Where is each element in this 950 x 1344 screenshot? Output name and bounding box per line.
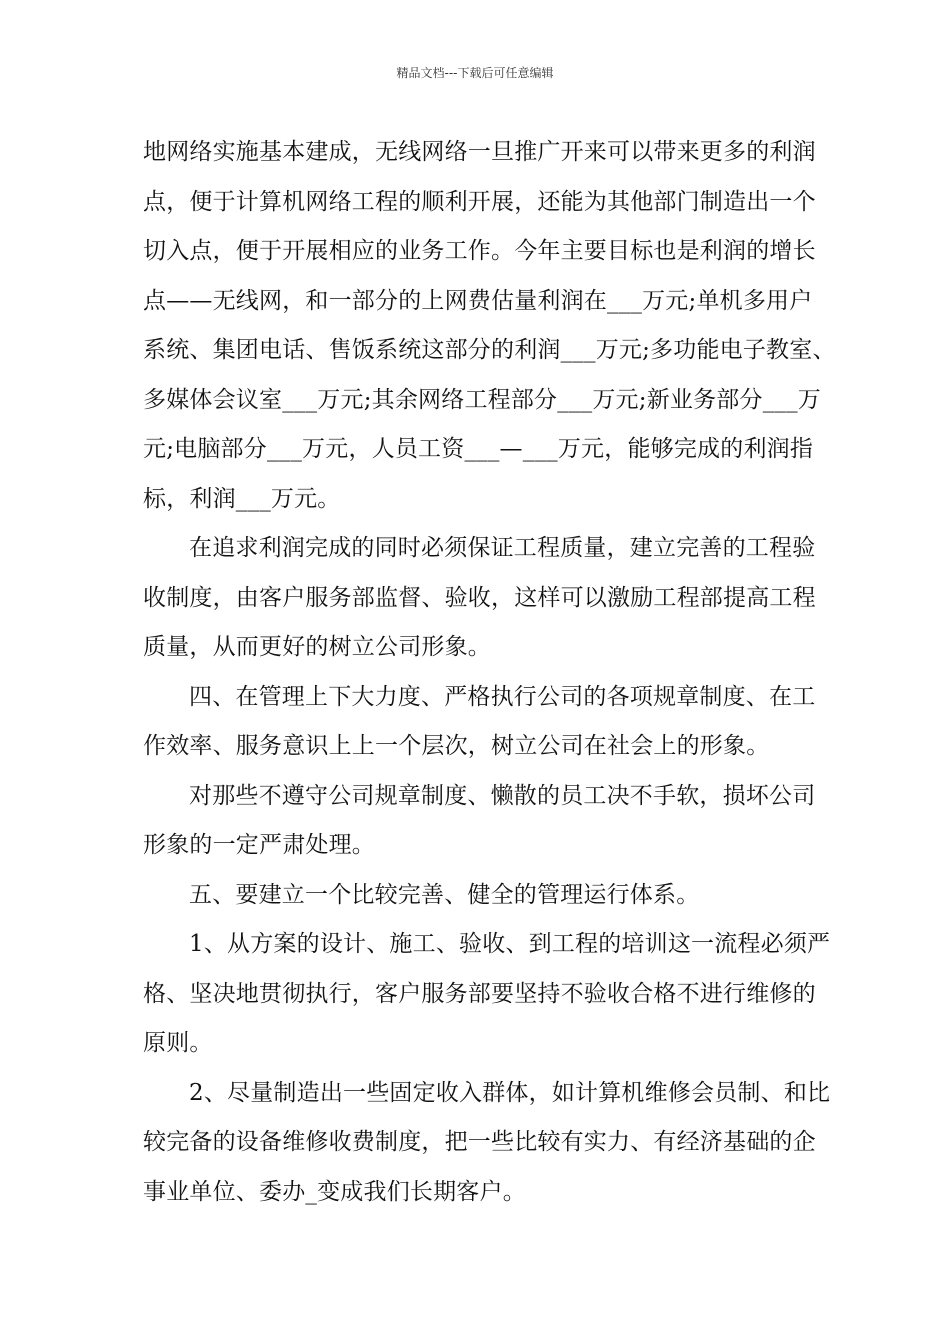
text-line: 形象的一定严肃处理。 bbox=[143, 832, 375, 858]
section-heading-five: 五、要建立一个比较完善、健全的管理运行体系。 bbox=[189, 881, 700, 908]
text-line: 地网络实施基本建成，无线网络一旦推广开来可以带来更多的利润 bbox=[143, 139, 816, 165]
page-header: 精品文档---下载后可任意编辑 bbox=[396, 66, 554, 80]
text-line: 点——无线网，和一部分的上网费估量利润在___万元;单机多用户 bbox=[143, 287, 813, 314]
paragraph-start-line: 在追求利润完成的同时必须保证工程质量，建立完善的工程验 bbox=[189, 535, 816, 561]
text-line: 点，便于计算机网络工程的顺利开展，还能为其他部门制造出一个 bbox=[143, 188, 816, 215]
text-line: 多媒体会议室___万元;其余网络工程部分___万元;新业务部分___万 bbox=[143, 386, 821, 413]
text-line: 原则。 bbox=[143, 1030, 213, 1056]
text-line: 较完备的设备维修收费制度，把一些比较有实力、有经济基础的企 bbox=[143, 1129, 816, 1155]
paragraph-start-line: 对那些不遵守公司规章制度、懒散的员工决不手软，损坏公司 bbox=[189, 782, 816, 809]
text-line: 作效率、服务意识上上一个层次，树立公司在社会上的形象。 bbox=[143, 733, 770, 759]
document-body bbox=[143, 128, 836, 1217]
list-item-2: 2、尽量制造出一些固定收入群体，如计算机维修会员制、和比 bbox=[189, 1079, 831, 1106]
text-line: 系统、集团电话、售饭系统这部分的利润___万元;多功能电子教室、 bbox=[143, 337, 836, 363]
text-line: 格、坚决地贯彻执行，客户服务部要坚持不验收合格不进行维修的 bbox=[143, 980, 816, 1007]
text-line: 事业单位、委办_变成我们长期客户。 bbox=[143, 1178, 526, 1205]
text-line: 收制度，由客户服务部监督、验收，这样可以激励工程部提高工程 bbox=[143, 584, 816, 611]
section-heading-four: 四、在管理上下大力度、严格执行公司的各项规章制度、在工 bbox=[189, 683, 816, 710]
list-item-1: 1、从方案的设计、施工、验收、到工程的培训这一流程必须严 bbox=[189, 931, 831, 957]
text-line: 切入点，便于开展相应的业务工作。今年主要目标也是利润的增长 bbox=[143, 238, 816, 264]
text-line: 元;电脑部分___万元，人员工资___—___万元，能够完成的利润指 bbox=[143, 436, 814, 462]
text-line: 质量，从而更好的树立公司形象。 bbox=[143, 634, 491, 660]
text-line: 标，利润___万元。 bbox=[143, 485, 341, 512]
